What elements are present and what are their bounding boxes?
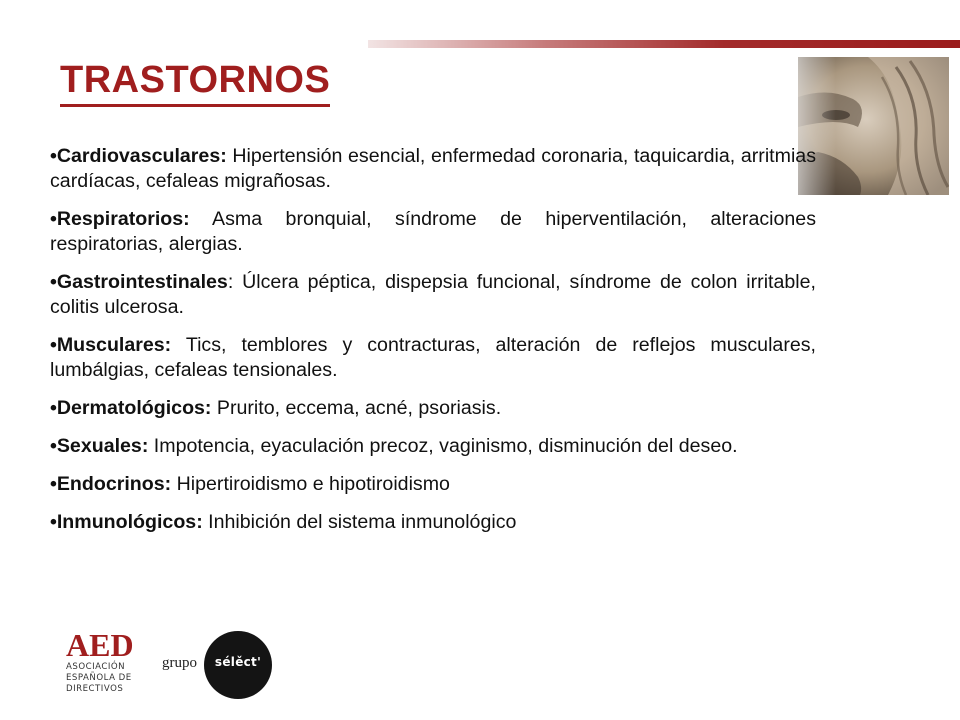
- list-item: [50, 510, 816, 535]
- list-item: [50, 270, 816, 320]
- aed-name-line: DIRECTIVOS: [66, 684, 124, 694]
- aed-logo: [66, 627, 146, 696]
- distressed-face-photo: [798, 57, 949, 195]
- item-label: •Musculares:: [50, 334, 172, 356]
- item-text: Prurito, eccema, acné, psoriasis.: [211, 397, 502, 419]
- item-text: Impotencia, eyaculación precoz, vaginismo, disminución del deseo.: [148, 435, 738, 457]
- list-item: [50, 333, 816, 383]
- item-label: •Sexuales:: [50, 435, 149, 457]
- list-item: [50, 396, 816, 421]
- aed-name-line: ASOCIACIÓN: [66, 662, 126, 672]
- grupo-select-logo: [162, 631, 272, 701]
- item-label: •Endocrinos:: [50, 473, 172, 495]
- aed-name: [66, 662, 146, 695]
- list-item: [50, 207, 816, 257]
- item-text: : Úlcera péptica, dispepsia funcional, síndrome de colon irritable, colitis ulcerosa.: [50, 271, 816, 318]
- item-text: Asma bronquial, síndrome de hiperventilación, alteraciones respiratorias, alergias.: [50, 208, 816, 255]
- grupo-name: sélěct': [214, 655, 262, 669]
- slide-title: TRASTORNOS: [60, 58, 330, 107]
- item-text: Inhibición del sistema inmunológico: [202, 511, 517, 533]
- list-item: [50, 434, 816, 459]
- item-text: Hipertiroidismo e hipotiroidismo: [171, 473, 450, 495]
- disorder-list: [50, 144, 816, 548]
- aed-name-line: ESPAÑOLA DE: [66, 673, 132, 683]
- item-text: Tics, temblores y contracturas, alteración de reflejos musculares, lumbálgias, cefaleas tensionales.: [50, 334, 816, 381]
- top-accent-bar: [368, 40, 960, 48]
- item-label: •Gastrointestinales: [50, 271, 228, 293]
- item-label: •Cardiovasculares:: [50, 145, 227, 167]
- item-label: •Respiratorios:: [50, 208, 190, 230]
- item-label: •Inmunológicos:: [50, 511, 203, 533]
- list-item: [50, 472, 816, 497]
- list-item: [50, 144, 816, 194]
- aed-acronym: AED: [66, 627, 134, 663]
- item-label: •Dermatológicos:: [50, 397, 212, 419]
- grupo-prefix: grupo: [162, 655, 197, 671]
- item-text: Hipertensión esencial, enfermedad coronaria, taquicardia, arritmias cardíacas, cefaleas migrañosas.: [50, 145, 816, 192]
